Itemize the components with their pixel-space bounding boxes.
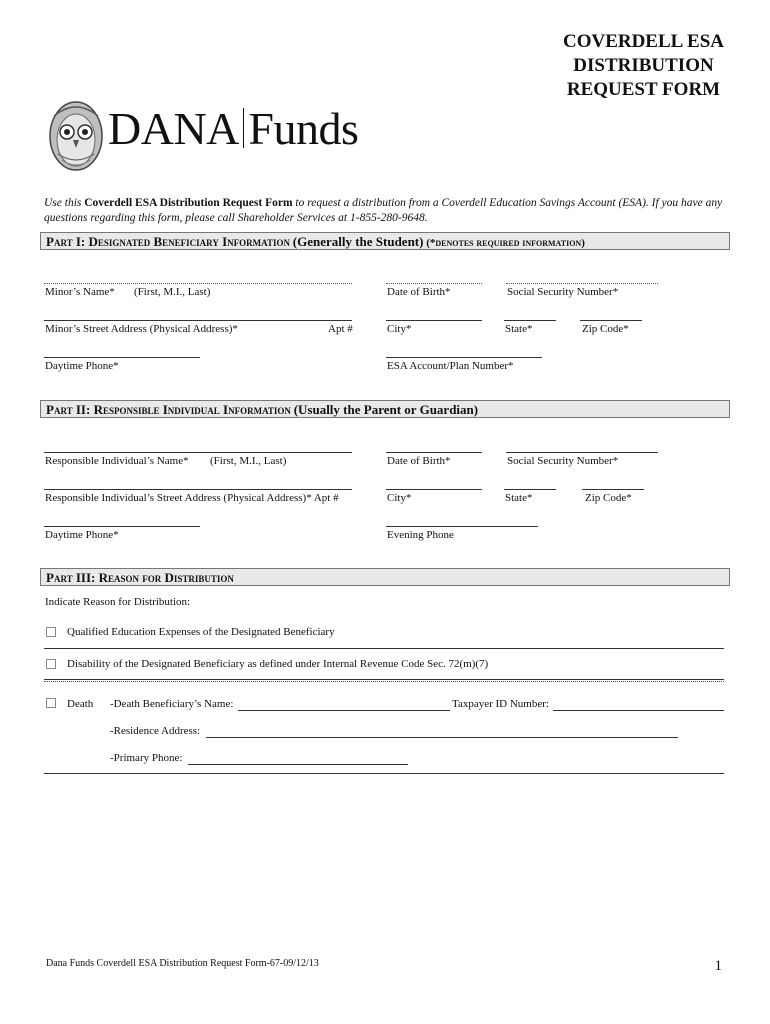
- divider-2: [44, 679, 724, 680]
- resp-name-label: Responsible Individual’s Name*: [45, 455, 189, 467]
- resp-ssn-label: Social Security Number*: [507, 455, 619, 467]
- disability-label: Disability of the Designated Beneficiary as defined under Internal Revenue Code Sec. 72(m)(7): [67, 658, 489, 670]
- resp-evening-field[interactable]: [386, 526, 538, 527]
- minor-dob-label: Date of Birth*: [387, 286, 451, 298]
- taxpayer-id-label: Taxpayer ID Number:: [452, 698, 549, 710]
- minor-phone-field[interactable]: [44, 357, 200, 358]
- title-line-3: REQUEST FORM: [566, 79, 721, 100]
- part2-header: [40, 400, 730, 418]
- title-line-2: DISTRIBUTION: [573, 55, 714, 76]
- qualified-expenses-label: Qualified Education Expenses of the Designated Beneficiary: [67, 626, 335, 638]
- logo-divider: [243, 108, 245, 148]
- minor-name-field[interactable]: [44, 283, 352, 284]
- esa-account-label: ESA Account/Plan Number*: [387, 360, 514, 372]
- resp-state-field[interactable]: [504, 489, 556, 490]
- intro-pre: Use this: [44, 197, 85, 209]
- part2-sub: (Usually the Parent or Guardian): [293, 402, 479, 417]
- esa-account-field[interactable]: [386, 357, 542, 358]
- page-number: 1: [714, 958, 722, 974]
- resp-dob-label: Date of Birth*: [387, 455, 451, 467]
- death-label: Death: [67, 698, 94, 710]
- minor-address-label: Minor’s Street Address (Physical Address)*: [45, 323, 238, 335]
- resp-city-label: City*: [387, 492, 412, 504]
- part1-heading: Part I: Designated Beneficiary Information: [46, 234, 290, 249]
- taxpayer-id-field[interactable]: [553, 710, 724, 711]
- minor-state-field[interactable]: [504, 320, 556, 321]
- minor-city-field[interactable]: [386, 320, 482, 321]
- logo-text-funds: Funds: [248, 103, 359, 154]
- residence-address-field[interactable]: [206, 737, 678, 738]
- disability-checkbox[interactable]: [46, 659, 56, 669]
- resp-address-label: Responsible Individual’s Street Address (Physical Address)* Apt #: [45, 492, 339, 504]
- part3-heading: Part III: Reason for Distribution: [46, 570, 234, 585]
- minor-phone-label: Daytime Phone*: [45, 360, 119, 372]
- resp-name-hint: (First, M.I., Last): [210, 455, 287, 467]
- logo-wordmark: [108, 102, 358, 155]
- minor-state-label: State*: [505, 323, 533, 335]
- death-beneficiary-field[interactable]: [238, 710, 450, 711]
- logo-text-dana: DANA: [108, 103, 239, 154]
- part2-heading: Part II: Responsible Individual Information: [46, 402, 291, 417]
- resp-zip-label: Zip Code*: [585, 492, 632, 504]
- resp-state-label: State*: [505, 492, 533, 504]
- minor-ssn-field[interactable]: [506, 283, 658, 284]
- owl-icon: [44, 96, 108, 176]
- qualified-expenses-checkbox[interactable]: [46, 627, 56, 637]
- footer-text: Dana Funds Coverdell ESA Distribution Request Form-67-09/12/13: [46, 958, 319, 969]
- intro-bold: Coverdell ESA Distribution Request Form: [84, 197, 293, 209]
- intro-paragraph: [44, 196, 730, 226]
- part3-header: [40, 568, 730, 586]
- minor-name-hint: (First, M.I., Last): [134, 286, 211, 298]
- minor-ssn-label: Social Security Number*: [507, 286, 619, 298]
- resp-ssn-field[interactable]: [506, 452, 658, 453]
- minor-zip-label: Zip Code*: [582, 323, 629, 335]
- residence-address-label: -Residence Address:: [110, 725, 201, 737]
- dana-funds-logo: [44, 96, 364, 184]
- primary-phone-label: -Primary Phone:: [110, 752, 183, 764]
- death-checkbox[interactable]: [46, 698, 56, 708]
- minor-city-label: City*: [387, 323, 412, 335]
- part1-note: (*denotes required information): [426, 237, 585, 249]
- resp-evening-label: Evening Phone: [387, 529, 454, 541]
- resp-city-field[interactable]: [386, 489, 482, 490]
- minor-name-label: Minor’s Name*: [45, 286, 115, 298]
- death-beneficiary-label: -Death Beneficiary’s Name:: [110, 698, 234, 710]
- divider-1: [44, 648, 724, 649]
- indicate-reason-label: Indicate Reason for Distribution:: [45, 596, 191, 608]
- resp-phone-label: Daytime Phone*: [45, 529, 119, 541]
- minor-dob-field[interactable]: [386, 283, 482, 284]
- minor-zip-field[interactable]: [580, 320, 642, 321]
- resp-phone-field[interactable]: [44, 526, 200, 527]
- resp-zip-field[interactable]: [582, 489, 644, 490]
- resp-dob-field[interactable]: [386, 452, 482, 453]
- divider-2b: [44, 681, 724, 682]
- divider-3: [44, 773, 724, 774]
- minor-address-field[interactable]: [44, 320, 352, 321]
- form-title: [563, 30, 724, 102]
- intro-post: to request a distribution from a Coverdell Education Savings Account (ESA). If you have any questions regarding this form, please call Shareholder Services at 1-855-280-9648.: [44, 197, 723, 224]
- part1-header: [40, 232, 730, 250]
- primary-phone-field[interactable]: [188, 764, 408, 765]
- minor-apt-label: Apt #: [328, 323, 353, 335]
- resp-address-field[interactable]: [44, 489, 352, 490]
- part1-sub: (Generally the Student): [292, 234, 424, 249]
- title-line-1: COVERDELL ESA: [562, 31, 724, 52]
- resp-name-field[interactable]: [44, 452, 352, 453]
